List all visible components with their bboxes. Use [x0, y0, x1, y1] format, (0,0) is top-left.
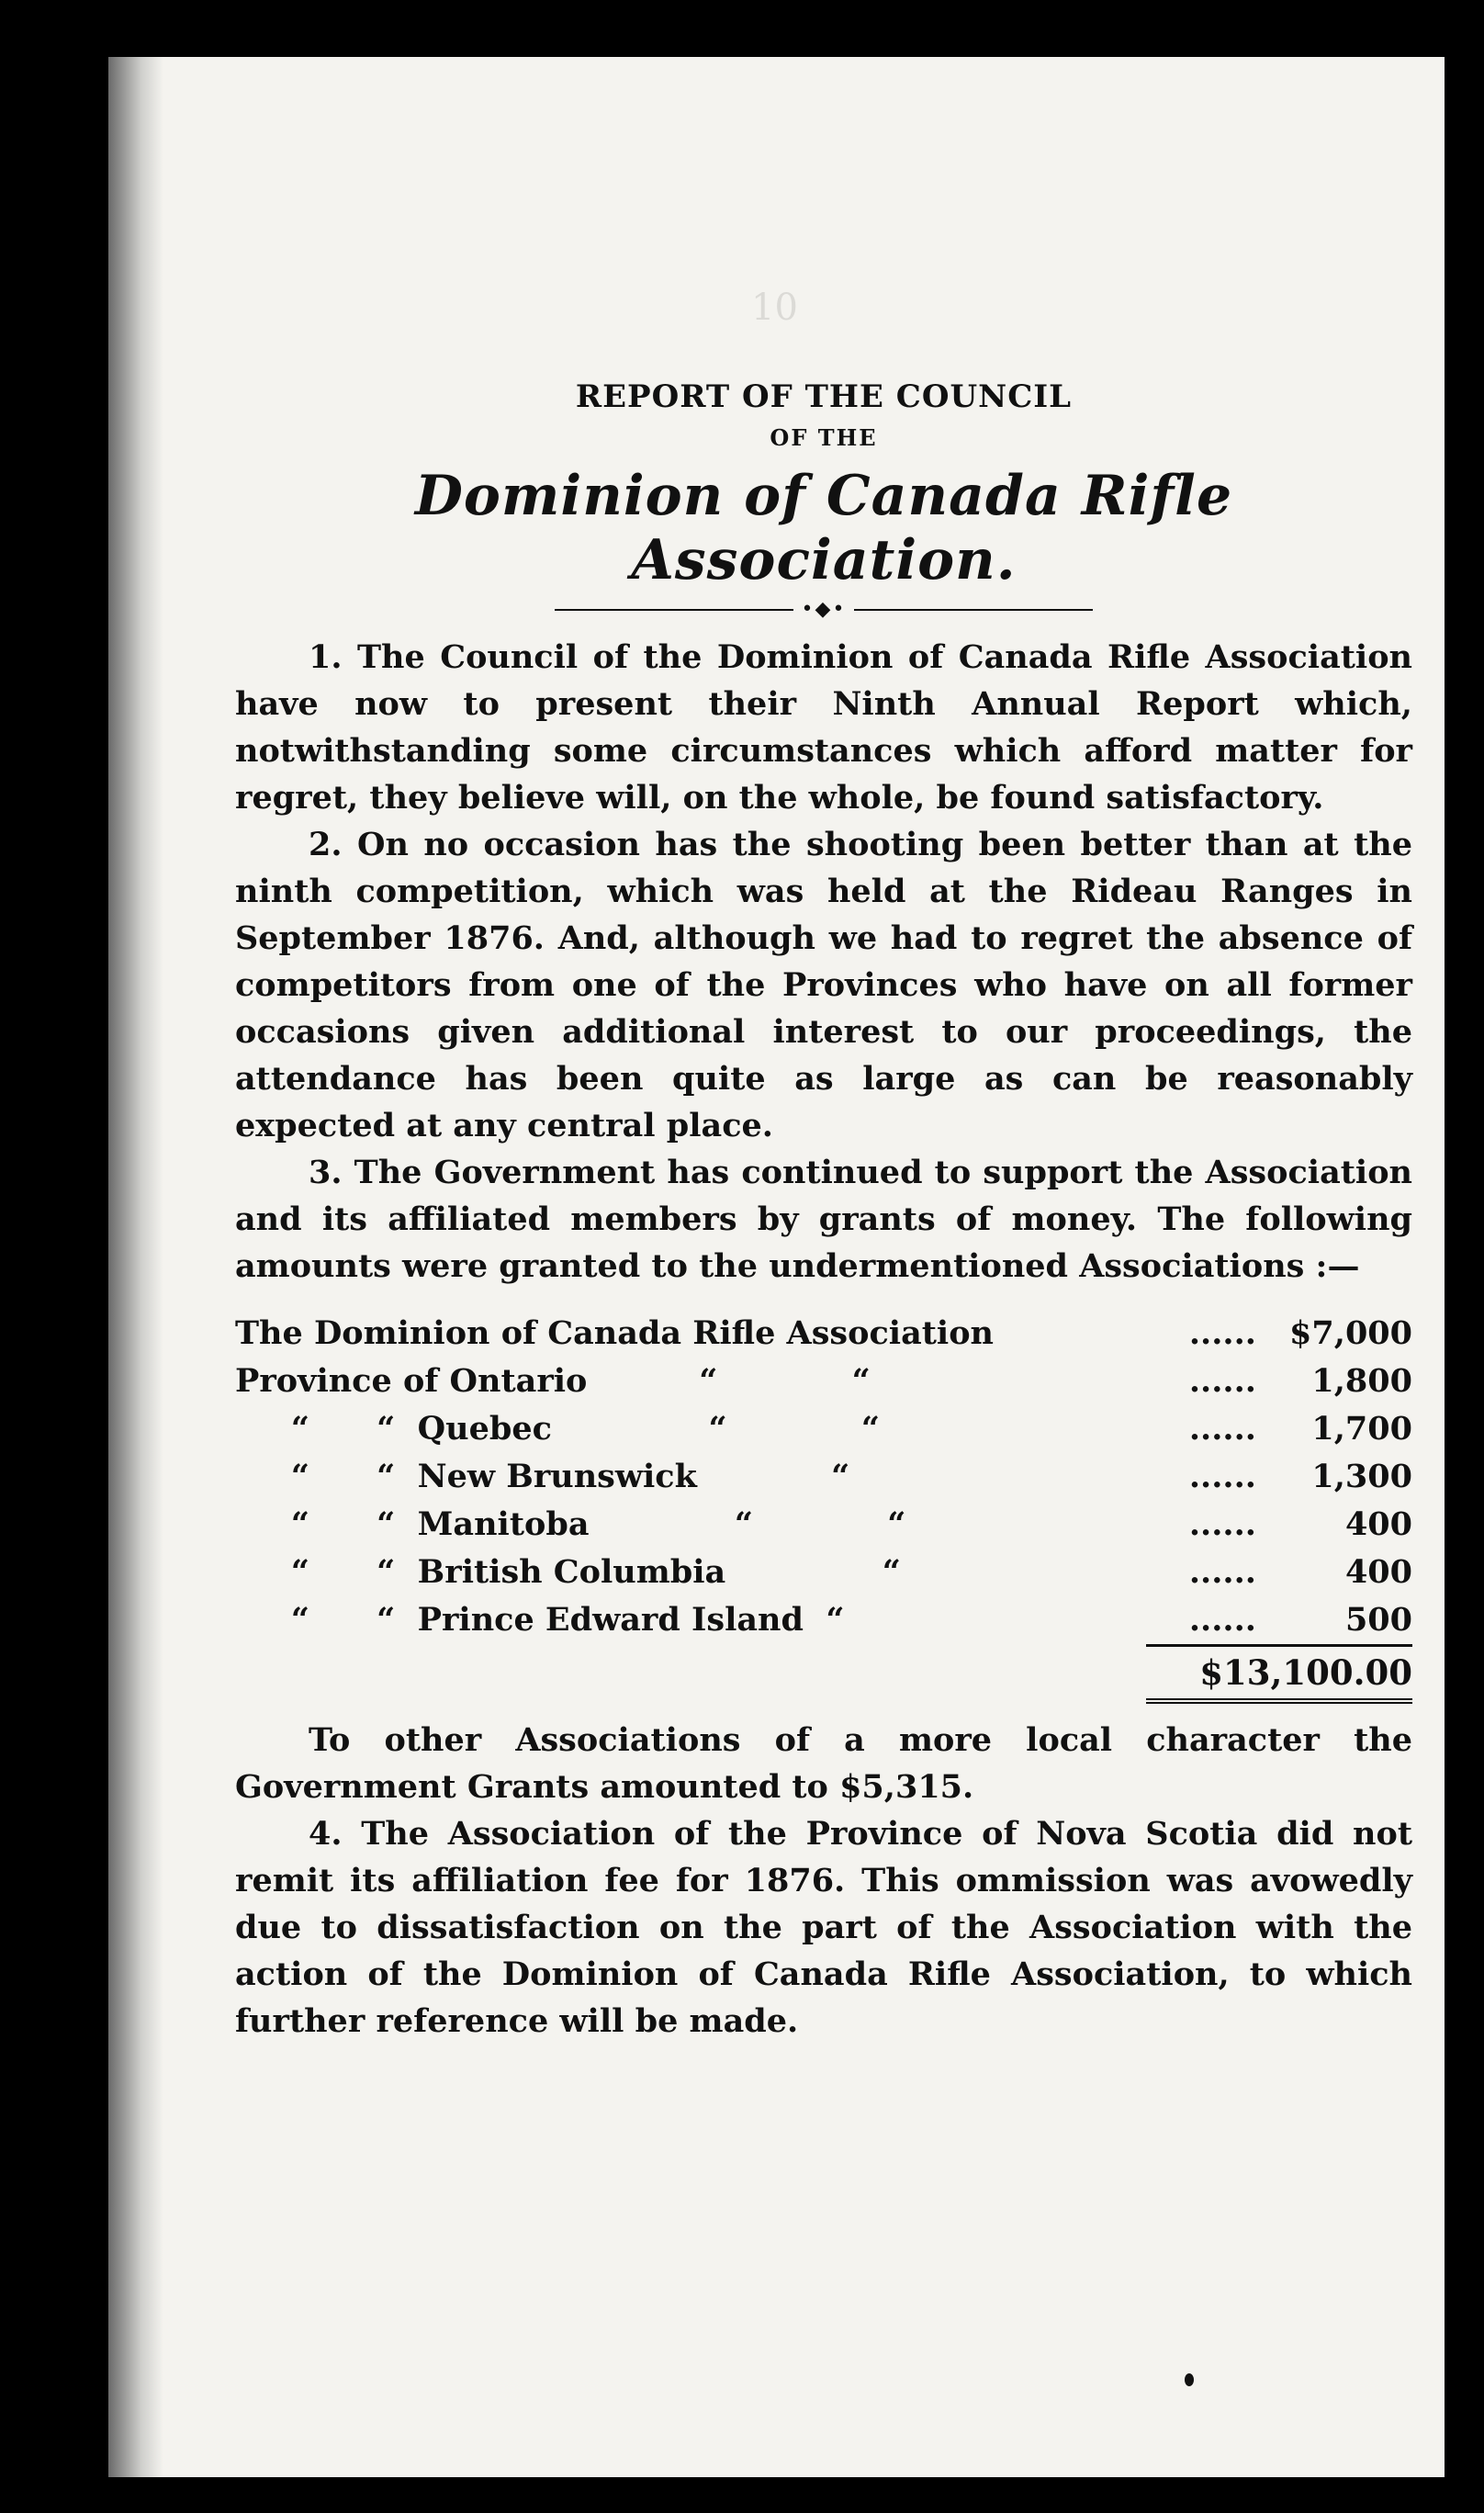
document-page [108, 57, 1445, 2477]
grant-total-row [235, 1644, 1412, 1717]
paragraph-4: 4. The Association of the Province of Nova Scotia did not remit its affiliation fee for 1876. This ommission was avowedly due to dissatisfaction on the part of the Association with the action of the Dominion of Canada Rifle Association, to which further reference will be made. [235, 1815, 1412, 2040]
grant-leader: ...... [1188, 1458, 1256, 1495]
grant-amount: $7,000 [1289, 1314, 1412, 1352]
grant-name: “ “ Manitoba “ “ [235, 1505, 906, 1543]
grant-amount: 400 [1344, 1505, 1412, 1543]
grant-row [235, 1358, 1412, 1405]
grant-name: Province of Ontario “ “ [235, 1362, 871, 1400]
grant-name: “ “ Quebec “ “ [235, 1410, 880, 1448]
grant-total: $13,100.00 [1146, 1644, 1412, 1704]
title-ornament: •◆• [235, 598, 1412, 621]
grant-leader: ...... [1188, 1505, 1256, 1543]
association-title: Dominion of Canada Rifle Association. [414, 464, 1233, 592]
grant-name: The Dominion of Canada Rifle Association [235, 1314, 995, 1352]
report-heading: REPORT OF THE COUNCIL [575, 378, 1073, 415]
paragraph-1: 1. The Council of the Dominion of Canada Rifle Association have now to present their Ninth Annual Report which, notwithstanding some circumstances which afford matter for regret, they believe will, on the whole, be found satisfactory. [235, 638, 1412, 817]
of-the-heading: OF THE [770, 424, 878, 451]
grant-leader: ...... [1188, 1553, 1256, 1591]
grant-leader: ...... [1188, 1362, 1256, 1400]
grant-row [235, 1310, 1412, 1358]
grant-leader: ...... [1188, 1314, 1256, 1352]
grant-row [235, 1453, 1412, 1501]
grant-leader: ...... [1188, 1601, 1256, 1639]
page-content [235, 378, 1412, 2045]
grants-table [235, 1310, 1412, 1717]
paragraph-3: 3. The Government has continued to support the Association and its affiliated members by grants of money. The following amounts were granted to the undermentioned Associations :— [235, 1154, 1412, 1285]
ink-speck [1185, 2373, 1194, 2386]
grant-row [235, 1596, 1412, 1644]
grant-row [235, 1405, 1412, 1453]
grant-name: “ “ British Columbia “ [235, 1553, 901, 1591]
grant-leader: ...... [1188, 1410, 1256, 1448]
paragraph-2: 2. On no occasion has the shooting been better than at the ninth competition, which was held at the Rideau Ranges in September 1876. And, although we had to regret the absence of competitors from one of the Provinces who have on all former occasions given additional interest to our proceedings, the attendance has been quite as large as can be reasonably expected at any central place. [235, 826, 1412, 1144]
paragraph-local-grants: To other Associations of a more local character the Government Grants amounted to $5,315. [235, 1721, 1412, 1806]
grant-name: “ “ Prince Edward Island “ [235, 1601, 845, 1639]
grant-amount: 400 [1344, 1553, 1412, 1591]
bleed-page-number: 10 [751, 287, 798, 329]
grant-amount: 1,300 [1311, 1458, 1412, 1495]
grant-row [235, 1501, 1412, 1549]
grant-amount: 500 [1344, 1601, 1412, 1639]
grant-amount: 1,700 [1311, 1410, 1412, 1448]
grant-row [235, 1549, 1412, 1596]
grant-amount: 1,800 [1311, 1362, 1412, 1400]
grant-name: “ “ New Brunswick “ [235, 1458, 850, 1495]
